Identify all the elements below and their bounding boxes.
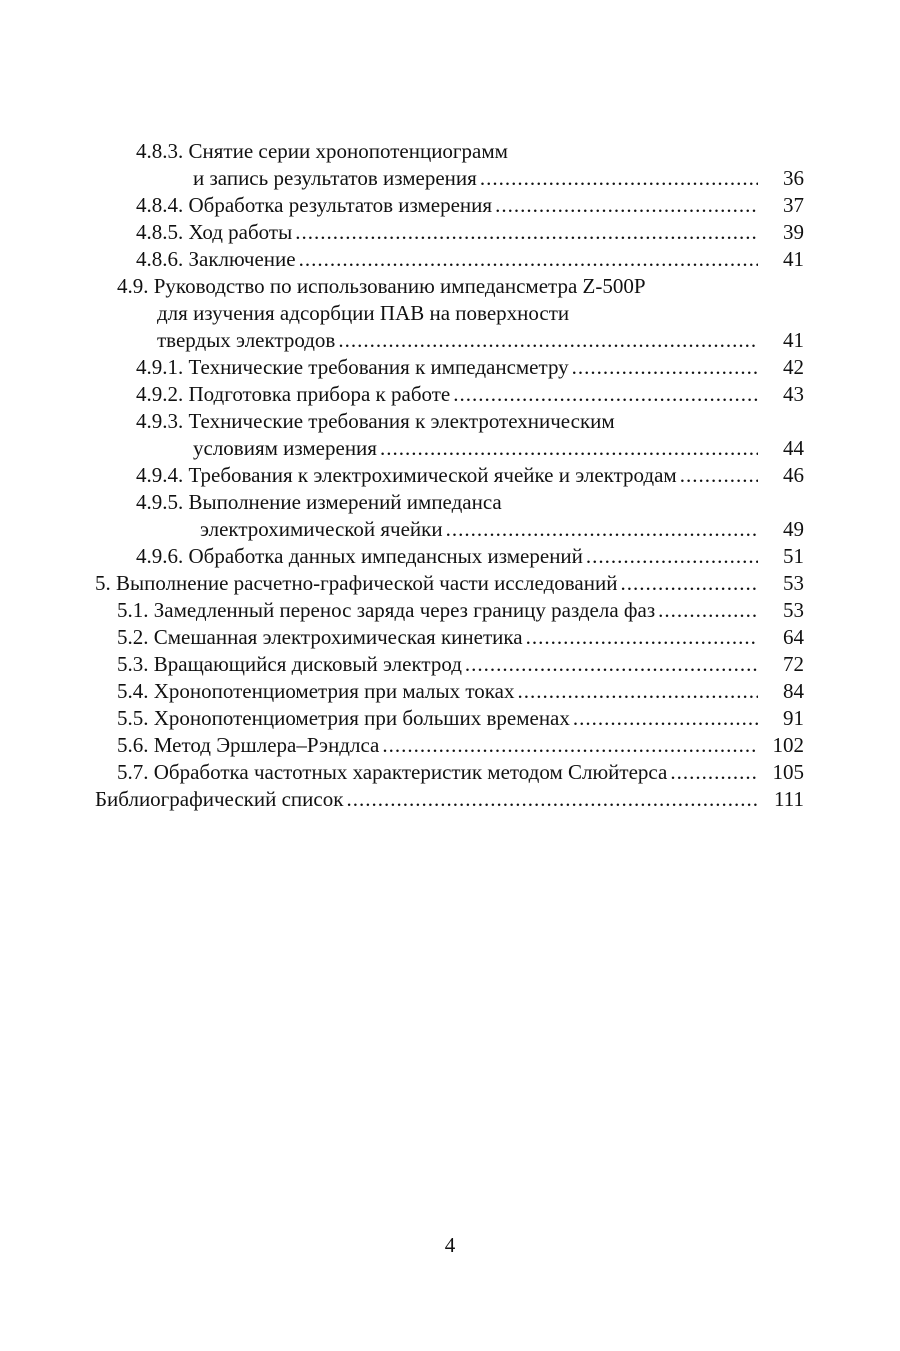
toc-leader-dots (658, 597, 758, 624)
toc-line (0, 435, 900, 462)
toc-leader-dots (295, 219, 758, 246)
toc-entry-page: 43 (783, 382, 804, 406)
toc-entry-page: 41 (783, 328, 804, 352)
page-number: 4 (444, 1233, 456, 1257)
toc-entry-text: условиям измерения (193, 436, 377, 460)
toc-entry-page (762, 300, 804, 327)
toc-entry-page: 84 (783, 679, 804, 703)
toc-entry-page: 44 (783, 436, 804, 460)
toc-line (0, 624, 900, 651)
toc-line (0, 732, 900, 759)
toc-line (0, 408, 900, 435)
toc-line (0, 300, 900, 327)
toc-entry-page: 102 (772, 733, 804, 757)
toc-leader-dots (572, 354, 758, 381)
toc-line (0, 678, 900, 705)
toc-entry-page (762, 489, 804, 516)
toc-entry-text: 4.9.2. Подготовка прибора к работе (136, 382, 451, 406)
toc-line (0, 165, 900, 192)
toc-entry-text: и запись результатов измерения (193, 166, 477, 190)
toc-line (0, 354, 900, 381)
toc-entry-text: 5.3. Вращающийся дисковый электрод (117, 652, 462, 676)
toc-entry-text: 5.7. Обработка частотных характеристик методом Слюйтерса (117, 760, 668, 784)
toc-entry-text: 4.8.5. Ход работы (136, 220, 293, 244)
toc-leader-dots (495, 192, 758, 219)
toc-entry-text: 5. Выполнение расчетно-графической части исследований (95, 571, 618, 595)
toc-entry-page (762, 138, 804, 165)
toc-line (0, 705, 900, 732)
toc-line (0, 570, 900, 597)
toc-entry-text: 4.9.1. Технические требования к импедансметру (136, 355, 569, 379)
toc-leader-dots (380, 435, 758, 462)
toc-entry-page: 51 (783, 544, 804, 568)
toc-leader-dots (446, 516, 758, 543)
toc-line (0, 138, 900, 165)
toc-entry-page: 53 (783, 571, 804, 595)
toc-entry-text: 5.6. Метод Эршлера–Рэндлса (117, 733, 380, 757)
toc-line (0, 192, 900, 219)
toc-entry-page: 41 (783, 247, 804, 271)
toc-entry-page: 46 (783, 463, 804, 487)
toc-leader-dots (573, 705, 758, 732)
toc-entry-page: 37 (783, 193, 804, 217)
toc-entry-page: 72 (783, 652, 804, 676)
toc-entry-text: 4.9.5. Выполнение измерений импеданса (136, 490, 502, 514)
toc-entry-text: 5.2. Смешанная электрохимическая кинетика (117, 625, 523, 649)
toc-line (0, 543, 900, 570)
toc-entry-page: 53 (783, 598, 804, 622)
toc-leader-dots (382, 732, 758, 759)
toc-entry-text: 4.9. Руководство по использованию импедансметра Z-500P (117, 274, 646, 298)
toc-line (0, 327, 900, 354)
toc-leader-dots (338, 327, 758, 354)
toc-entry-page: 39 (783, 220, 804, 244)
toc-entry-page: 42 (783, 355, 804, 379)
toc-entry-page: 49 (783, 517, 804, 541)
toc-leader-dots (670, 759, 758, 786)
toc-leader-dots (453, 381, 758, 408)
toc-line (0, 489, 900, 516)
toc-entry-page: 105 (772, 760, 804, 784)
toc-line (0, 273, 900, 300)
toc-entry-text: твердых электродов (157, 328, 336, 352)
toc-leader-dots (346, 786, 758, 813)
toc-leader-dots (299, 246, 758, 273)
toc-entry-text: электрохимической ячейки (200, 517, 443, 541)
toc-line (0, 516, 900, 543)
toc-entry-page (762, 273, 804, 300)
toc-line (0, 246, 900, 273)
toc-entry-page: 111 (774, 787, 804, 811)
toc-leader-dots (586, 543, 758, 570)
toc-entry-text: Библиографический список (95, 787, 344, 811)
toc-line (0, 759, 900, 786)
toc-entry-text: 4.8.6. Заключение (136, 247, 296, 271)
toc-entry-text: 5.5. Хронопотенциометрия при больших временах (117, 706, 570, 730)
table-of-contents (0, 138, 900, 813)
toc-entry-text: 4.8.3. Снятие серии хронопотенциограмм (136, 139, 508, 163)
toc-leader-dots (680, 462, 758, 489)
toc-line (0, 462, 900, 489)
toc-entry-page: 36 (783, 166, 804, 190)
toc-entry-text: 4.9.3. Технические требования к электротехническим (136, 409, 615, 433)
toc-line (0, 786, 900, 813)
toc-leader-dots (517, 678, 758, 705)
toc-leader-dots (620, 570, 758, 597)
toc-entry-text: 4.9.4. Требования к электрохимической ячейке и электродам (136, 463, 677, 487)
toc-line (0, 597, 900, 624)
toc-leader-dots (526, 624, 758, 651)
toc-entry-text: 4.9.6. Обработка данных импедансных измерений (136, 544, 583, 568)
toc-line (0, 651, 900, 678)
toc-entry-text: 5.1. Замедленный перенос заряда через границу раздела фаз (117, 598, 656, 622)
toc-line (0, 219, 900, 246)
toc-leader-dots (480, 165, 758, 192)
toc-entry-text: 5.4. Хронопотенциометрия при малых токах (117, 679, 515, 703)
toc-entry-page: 91 (783, 706, 804, 730)
toc-entry-text: 4.8.4. Обработка результатов измерения (136, 193, 493, 217)
toc-leader-dots (465, 651, 758, 678)
toc-line (0, 381, 900, 408)
toc-entry-page (762, 408, 804, 435)
toc-entry-page: 64 (783, 625, 804, 649)
toc-entry-text: для изучения адсорбции ПАВ на поверхности (157, 301, 570, 325)
